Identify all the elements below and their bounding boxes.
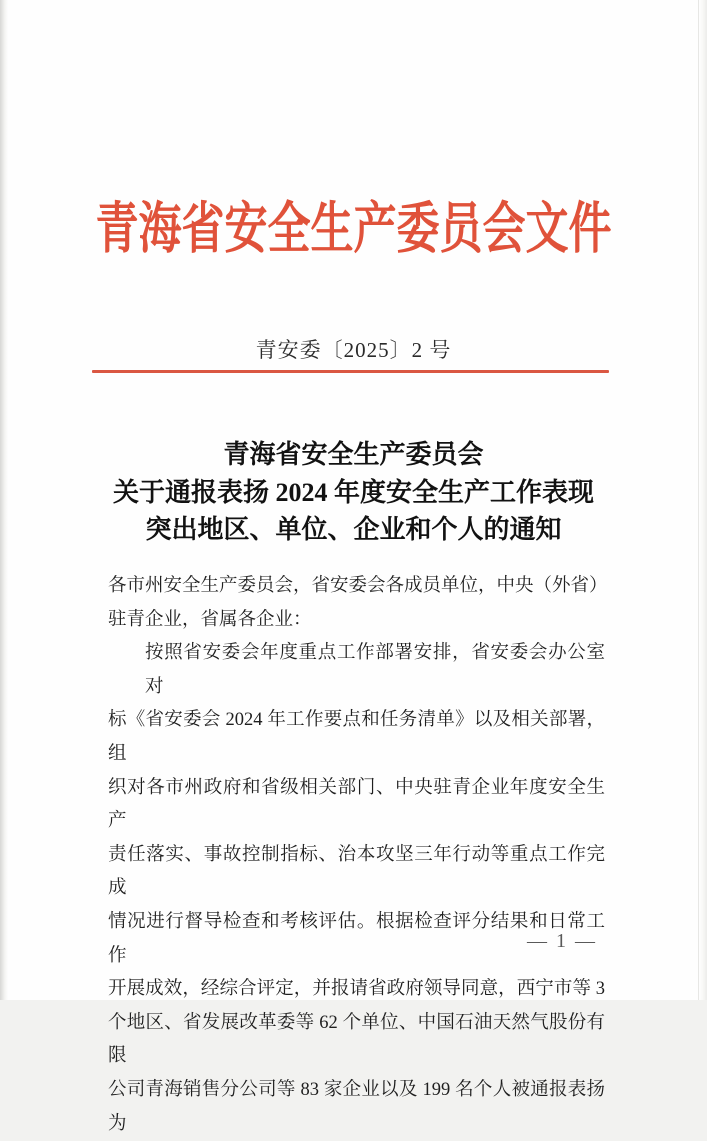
document-header-banner-title: 青海省安全生产委员会文件: [95, 199, 612, 261]
red-separator-rule: [92, 370, 609, 373]
document-number: 青安委〔2025〕2 号: [255, 338, 452, 362]
body-line-6: 责任落实、事故控制指标、治本攻坚三年行动等重点工作完成: [108, 844, 605, 899]
document-title-line-2: 关于通报表扬 2024 年度安全生产工作表现: [112, 477, 594, 507]
body-line-3: 按照省安委会年度重点工作部署安排，省安委会办公室对: [145, 643, 605, 697]
document-title-line-1: 青海省安全生产委员会: [223, 440, 484, 469]
document-title-line-3: 突出地区、单位、企业和个人的通知: [145, 515, 562, 544]
body-line-10: 公司青海销售分公司等 83 家企业以及 199 名个人被通报表扬为: [108, 1079, 605, 1134]
page-number: — 1 —: [527, 930, 597, 952]
document-title: [0, 436, 707, 549]
body-line-5: 织对各市州政府和省级相关部门、中央驻青企业年度安全生产: [108, 777, 605, 832]
body-line-salutation-1: 各市州安全生产委员会，省安委会各成员单位，中央（外省）: [108, 576, 608, 596]
body-line-9: 个地区、省发展改革委等 62 个单位、中国石油天然气股份有限: [108, 1012, 605, 1067]
body-line-7: 情况进行督导检查和考核评估。根据检查评分结果和日常工作: [108, 911, 605, 966]
body-line-8: 开展成效，经综合评定，并报请省政府领导同意，西宁市等 3: [108, 979, 605, 1000]
body-line-salutation-2: 驻青企业，省属各企业：: [108, 609, 312, 630]
document-body: [108, 570, 608, 1141]
body-line-4: 标《省安委会 2024 年工作要点和任务清单》以及相关部署，组: [108, 710, 605, 764]
